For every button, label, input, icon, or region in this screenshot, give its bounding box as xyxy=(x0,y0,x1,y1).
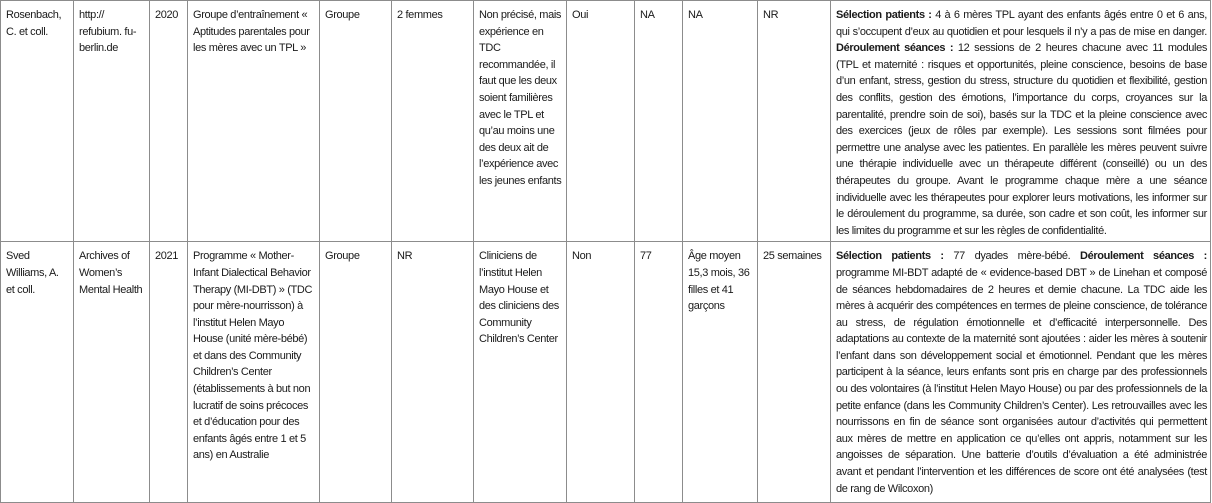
participants-cell: 2 femmes xyxy=(392,1,474,242)
selection-text: 77 dyades mère-bébé. xyxy=(953,250,1071,263)
selection-label: Sélection patients : xyxy=(836,250,944,263)
procedure-label: Déroulement séances : xyxy=(836,42,954,55)
selection-label: Sélection patients : xyxy=(836,9,932,21)
duration-cell: NR xyxy=(758,1,831,242)
children-cell: Âge moyen 15,3 mois, 36 filles et 41 garçons xyxy=(683,242,758,503)
source-cell: Archives of Women’s Mental Health xyxy=(74,242,150,503)
program-cell: Programme « Mother-Infant Dialectical Behavior Therapy (MI-DBT) » (TDC pour mère-nourrisson) à l’institut Helen Mayo House (unité mère-bébé) et dans des Community Children’s Center (établissements à but non lucratif de soins précoces et d’éducation pour des enfants âgés entre 1 et 5 ans) en Australie xyxy=(188,242,320,503)
facilitators-cell: Cliniciens de l’institut Helen Mayo House et des cliniciens des Community Children’s Center xyxy=(474,242,567,503)
program-cell: Groupe d’entraînement « Aptitudes parentales pour les mères avec un TPL » xyxy=(188,1,320,242)
format-cell: Groupe xyxy=(320,242,392,503)
year-cell: 2020 xyxy=(150,1,188,242)
author-cell: Sved Williams, A. et coll. xyxy=(1,242,74,503)
format-cell: Groupe xyxy=(320,1,392,242)
year-cell: 2021 xyxy=(150,242,188,503)
facilitators-cell: Non précisé, mais expérience en TDC recommandée, il faut que les deux soient familières avec le TPL et qu’au moins une des deux ait de l’expérience avec les jeunes enfants xyxy=(474,1,567,242)
control-cell: Oui xyxy=(567,1,635,242)
procedure-text: programme MI-BDT adapté de « evidence-based DBT » de Linehan et composé de séances hebdomadaires de 2 heures et demie chacune. La TDC aide les mères à acquérir des compétences en termes de pleine conscience, de tolérance au stress, de régulation émotionnelle et d’efficacité interpersonnelle. Des adaptations au contexte de la maternité sont ajoutées : aider les mères à soutenir l’enfant dans son développement social et émotionnel. Pendant que les mères participent à la séance, leurs enfants sont pris en charge par des professionnels ou des volontaires (à l’institut Helen Mayo House) ou par des professionnels de la petite enfance (dans les Community Children’s Center). Les retrouvailles avec les nourrissons en fin de séance sont organisées autour d’activités qui permettent aux mères de mettre en application ce qu’elles ont appris, notamment sur les angoisses de séparation. Une batterie d’outils d’évaluation a été administrée avant et pendant l’intervention et les différences de score ont été analysées (test de rang de Wilcoxon) xyxy=(836,266,1207,495)
details-cell xyxy=(831,1,1211,242)
source-cell: http:// refubium. fu-berlin.de xyxy=(74,1,150,242)
procedure-label: Déroulement séances : xyxy=(1080,250,1207,263)
participants-cell: NR xyxy=(392,242,474,503)
children-cell: NA xyxy=(683,1,758,242)
details-cell xyxy=(831,242,1211,503)
table-row xyxy=(1,242,1211,503)
procedure-text: 12 sessions de 2 heures chacune avec 11 modules (TPL et maternité : risques et opportunités, pleine conscience, besoins de base d’un enfant, stress, gestion du stress, structure du quotidien et flexibilité, gestion des conflits, gestion des émotions, l’importance du corps, croyances sur la parentalité, prendre soin de soi), basés sur la TDC et la pleine conscience avec des exercices (jeux de rôles par exemple). Les sessions sont filmées pour permettre une analyse avec les patientes. En parallèle les mères peuvent suivre une thérapie individuelle avec un thérapeute différent (conseillé) ou un des thérapeutes du groupe. Avant le programme chaque mère a une séance individuelle avec les thérapeutes pour explorer leurs motivations, les informer sur le déroulement du programme, sa durée, son cadre et son coût, les informer sur les limites du programme et sur les règles de confidentialité. xyxy=(836,42,1207,237)
author-cell: Rosenbach, C. et coll. xyxy=(1,1,74,242)
selection-text: 4 à 6 mères TPL ayant des enfants âgés entre 0 et 6 ans, qui s’occupent d’eux au quotidien et pour lesquels il n’y a pas de mise en danger. xyxy=(836,9,1208,38)
sample-size-cell: 77 xyxy=(635,242,683,503)
duration-cell: 25 semaines xyxy=(758,242,831,503)
table-row xyxy=(1,1,1211,242)
sample-size-cell: NA xyxy=(635,1,683,242)
control-cell: Non xyxy=(567,242,635,503)
